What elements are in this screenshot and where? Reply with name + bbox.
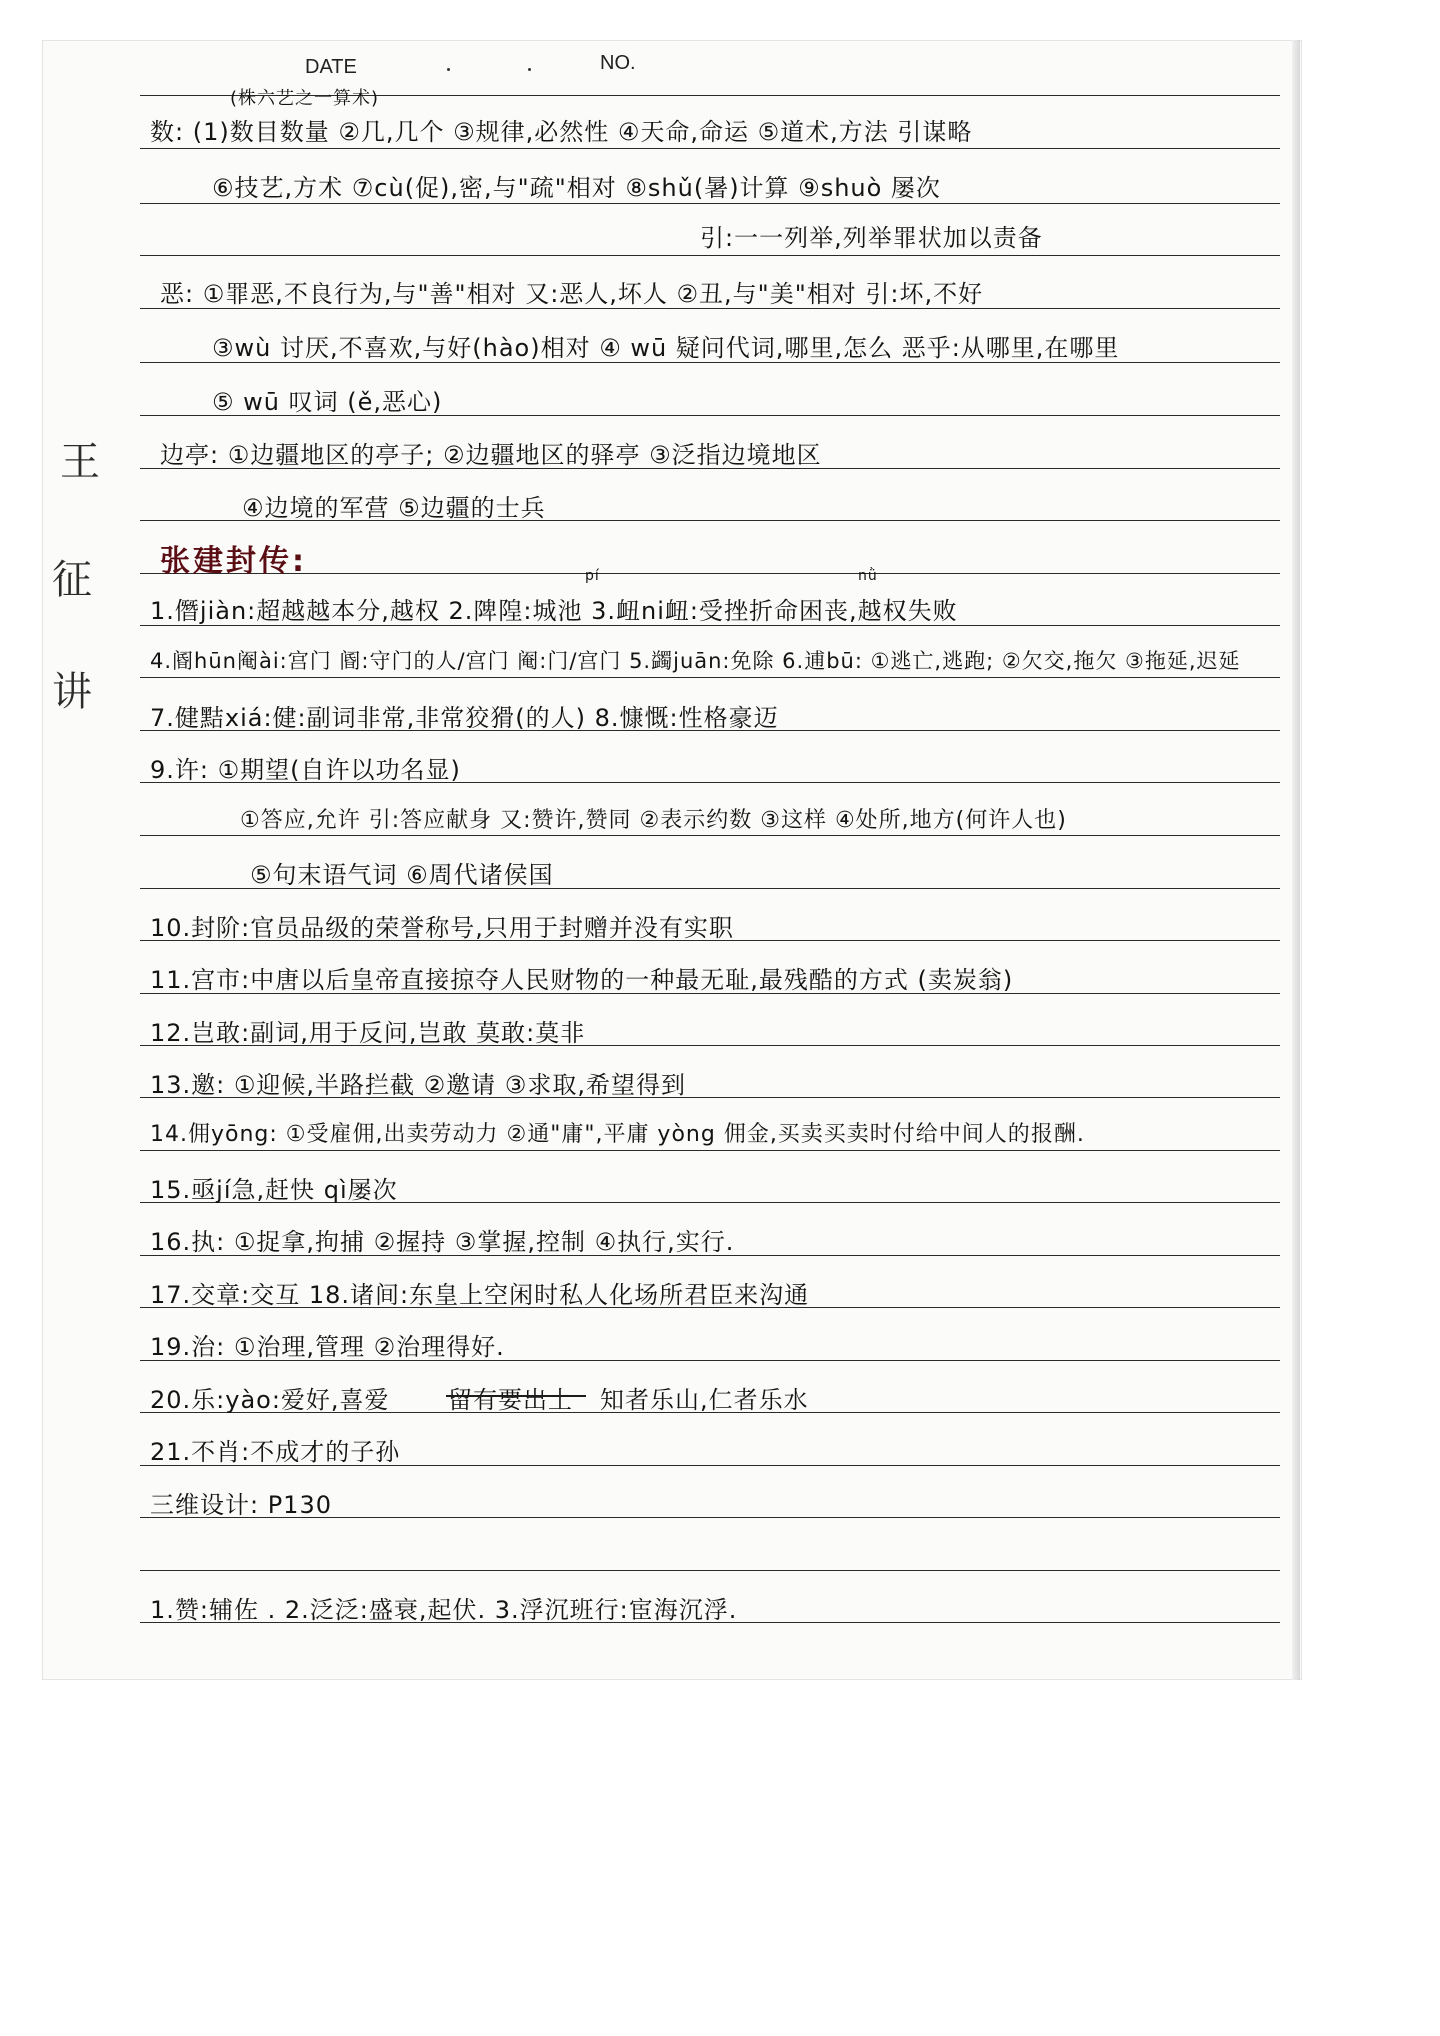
- note-line: 15.亟jí急,赶快 qì屡次: [150, 1176, 398, 1204]
- note-line: 17.交章:交互 18.诸间:东皇上空闲时私人化场所君臣来沟通: [150, 1281, 810, 1309]
- header-dot: [447, 68, 450, 71]
- note-line: 数: (1)数目数量 ②几,几个 ③规律,必然性 ④天命,命运 ⑤道术,方法 引谋略: [150, 118, 973, 146]
- note-line: ⑤ wū 叹词 (ě,恶心): [212, 388, 443, 416]
- note-line: 恶: ①罪恶,不良行为,与"善"相对 又:恶人,坏人 ②丑,与"美"相对 引:坏,不好: [160, 280, 984, 308]
- note-line: ⑤句末语气词 ⑥周代诸侯国: [250, 861, 554, 889]
- note-line: 19.治: ①治理,管理 ②治理得好.: [150, 1333, 505, 1361]
- note-line: 4.阍hūn阉ài:宫门 阍:守门的人/宫门 阉:门/宫门 5.蠲juān:免除 6.逋bū: ①逃亡,逃跑; ②欠交,拖欠 ③拖延,迟延: [150, 649, 1241, 673]
- note-line: 12.岂敢:副词,用于反问,岂敢 莫敢:莫非: [150, 1019, 586, 1047]
- note-line: 1.赞:辅佐 . 2.泛泛:盛衰,起伏. 3.浮沉班行:宦海沉浮.: [150, 1596, 738, 1624]
- note-line: 13.邀: ①迎候,半路拦截 ②邀请 ③求取,希望得到: [150, 1071, 686, 1099]
- header-dot: [528, 68, 531, 71]
- ruled-line: [140, 835, 1280, 836]
- note-line: ⑥技艺,方术 ⑦cù(促),密,与"疏"相对 ⑧shǔ(暑)计算 ⑨shuò 屡次: [212, 174, 941, 202]
- note-line: 边亭: ①边疆地区的亭子; ②边疆地区的驿亭 ③泛指边境地区: [160, 441, 822, 469]
- note-line: 引:一一列举,列举罪状加以责备: [700, 224, 1043, 252]
- number-label: NO.: [600, 52, 636, 74]
- section-heading: 张建封传:: [160, 544, 307, 579]
- pinyin-annotation: nǜ: [858, 568, 878, 584]
- ruled-line: [140, 1570, 1280, 1571]
- note-line: 21.不肖:不成才的子孙: [150, 1438, 401, 1466]
- note-line: 20.乐:yào:爱好,喜爱: [150, 1386, 390, 1414]
- note-line: 1.僭jiàn:超越越本分,越权 2.陴隍:城池 3.衄ni衄:受挫折命困丧,越权失败: [150, 597, 958, 625]
- note-line: 14.佣yōng: ①受雇佣,出卖劳动力 ②通"庸",平庸 yòng 佣金,买卖买卖时付给中间人的报酬.: [150, 1122, 1085, 1147]
- date-label: DATE: [305, 56, 357, 78]
- note-line: 7.健黠xiá:健:副词非常,非常狡猾(的人) 8.慷慨:性格豪迈: [150, 704, 779, 732]
- note-line: 16.执: ①捉拿,拘捕 ②握持 ③掌握,控制 ④执行,实行.: [150, 1228, 735, 1256]
- note-line: ①答应,允许 引:答应献身 又:赞许,赞同 ②表示约数 ③这样 ④处所,地方(何许人也): [240, 808, 1067, 833]
- ruled-line: [140, 255, 1280, 256]
- note-line: 三维设计: P130: [150, 1491, 332, 1519]
- ruled-line: [140, 148, 1280, 149]
- note-annotation: (株六艺之一算术): [230, 88, 380, 109]
- margin-note: 讲: [52, 669, 92, 715]
- strikethrough: [446, 1395, 586, 1397]
- ruled-line: [140, 573, 1280, 574]
- note-line: 11.宫市:中唐以后皇帝直接掠夺人民财物的一种最无耻,最残酷的方式 (卖炭翁): [150, 966, 1014, 994]
- note-line: 知者乐山,仁者乐水: [600, 1386, 809, 1414]
- crossed-out-text: 留有要出土: [448, 1386, 573, 1414]
- note-line: ④边境的军营 ⑤边疆的士兵: [242, 494, 546, 522]
- note-line: ③wù 讨厌,不喜欢,与好(hào)相对 ④ wū 疑问代词,哪里,怎么 恶乎:从哪里,在哪里: [212, 334, 1120, 362]
- page-edge-shadow: [1292, 40, 1300, 1680]
- ruled-line: [140, 203, 1280, 204]
- margin-note: 征: [52, 557, 92, 603]
- margin-note: 王: [60, 439, 100, 485]
- note-line: 10.封阶:官员品级的荣誉称号,只用于封赠并没有实职: [150, 914, 734, 942]
- ruled-line: [140, 677, 1280, 678]
- note-line: 9.许: ①期望(自许以功名显): [150, 756, 461, 784]
- page-header: [0, 52, 1440, 84]
- ruled-line: [140, 1150, 1280, 1151]
- pinyin-annotation: pí: [585, 568, 600, 584]
